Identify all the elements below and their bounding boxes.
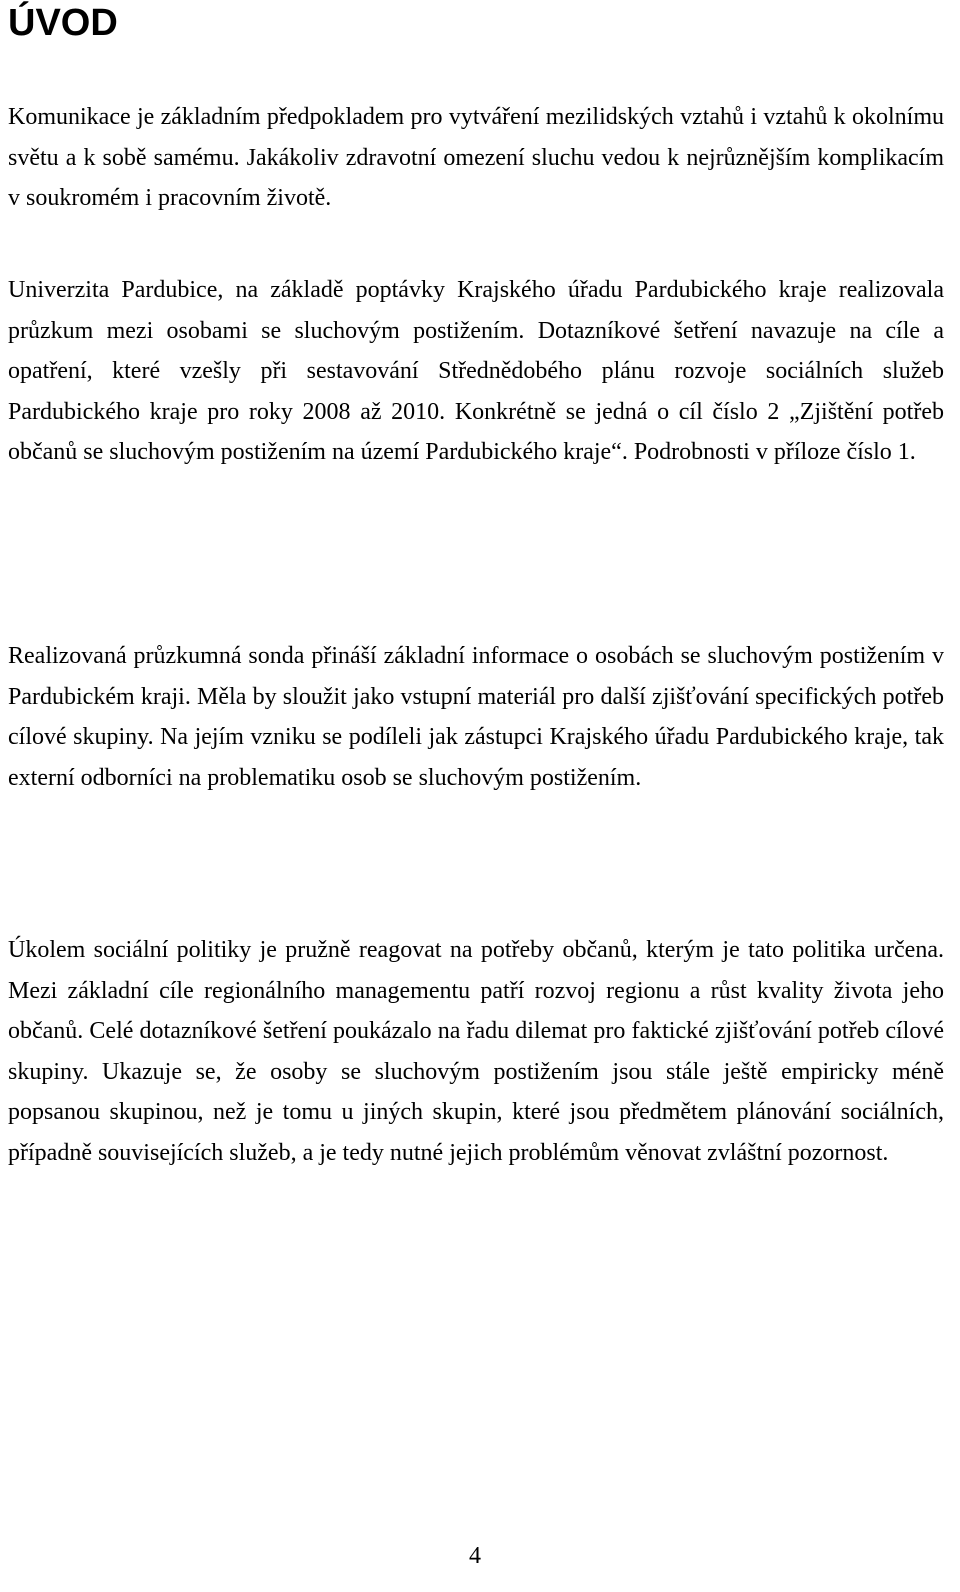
- page-number: 4: [469, 1543, 481, 1569]
- paragraph-1: Komunikace je základním předpokladem pro vytváření mezilidských vztahů i vztahů k okolnímu světu a k sobě samému. Jakákoliv zdravotní omezení sluchu vedou k nejrůznějším komplikacím v soukromém i pracovním životě.: [8, 104, 944, 212]
- paragraph-3: Realizovaná průzkumná sonda přináší základní informace o osobách se sluchovým postižením v Pardubickém kraji. Měla by sloužit jako vstupní materiál pro další zjišťování specifických potřeb cílové skupiny. Na jejím vzniku se podíleli jak zástupci Krajského úřadu Pardubického kraje, tak externí odborníci na problematiku osob se sluchovým postižením.: [8, 643, 944, 791]
- paragraph-4: Úkolem sociální politiky je pružně reagovat na potřeby občanů, kterým je tato politika určena. Mezi základní cíle regionálního managementu patří rozvoj regionu a růst kvality života jeho občanů. Celé dotazníkové šetření poukázalo na řadu dilemat pro faktické zjišťování potřeb cílové skupiny. Ukazuje se, že osoby se sluchovým postižením jsou stále ještě empiricky méně popsanou skupinou, než je tomu u jiných skupin, které jsou předmětem plánování sociálních, případně souvisejících služeb, a je tedy nutné jejich problémům věnovat zvláštní pozornost.: [8, 937, 944, 1166]
- paragraph-2: Univerzita Pardubice, na základě poptávky Krajského úřadu Pardubického kraje realizovala průzkum mezi osobami se sluchovým postižením. Dotazníkové šetření navazuje na cíle a opatření, které vzešly při sestavování Střednědobého plánu rozvoje sociálních služeb Pardubického kraje pro roky 2008 až 2010. Konkrétně se jedná o cíl číslo 2 „Zjištění potřeb občanů se sluchovým postižením na území Pardubického kraje“. Podrobnosti v příloze číslo 1.: [8, 277, 944, 466]
- page-title: ÚVOD: [8, 2, 118, 44]
